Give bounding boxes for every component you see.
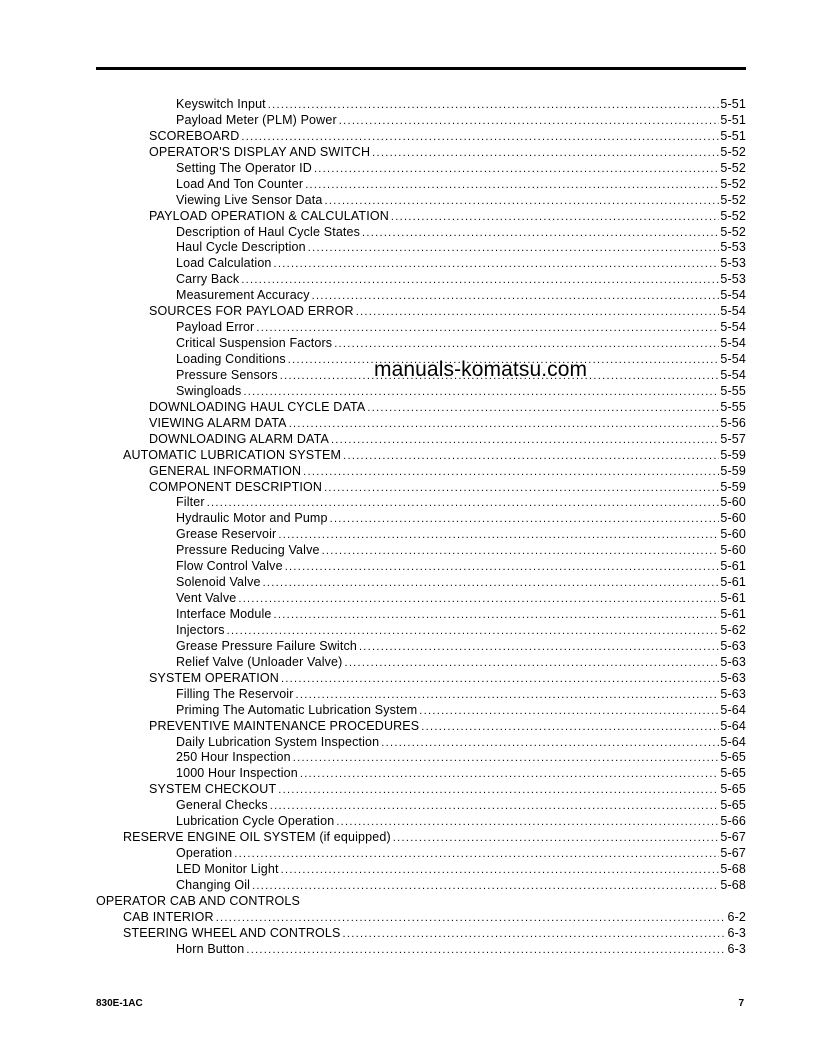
toc-entry-page: 5-52	[720, 144, 746, 159]
toc-entry	[96, 735, 746, 751]
toc-entry-title: RESERVE ENGINE OIL SYSTEM (if equipped)	[123, 830, 391, 845]
toc-dot-leader	[263, 576, 720, 592]
toc-entry	[96, 272, 746, 288]
toc-dot-leader	[246, 943, 726, 959]
toc-entry-title: VIEWING ALARM DATA	[149, 415, 287, 430]
toc-entry-page: 5-60	[720, 527, 746, 542]
toc-entry	[96, 942, 746, 958]
toc-dot-leader	[356, 305, 720, 321]
toc-entry-page: 5-63	[720, 686, 746, 701]
toc-entry	[96, 495, 746, 511]
toc-entry-title: Horn Button	[176, 941, 245, 956]
toc-entry	[96, 591, 746, 607]
toc-entry-title: Pressure Reducing Valve	[176, 543, 320, 558]
toc-entry-title: Grease Reservoir	[176, 527, 277, 542]
toc-entry-page: 5-63	[720, 654, 746, 669]
toc-entry	[96, 910, 746, 926]
toc-entry-title: Carry Back	[176, 272, 240, 287]
toc-entry-title: SCOREBOARD	[149, 128, 240, 143]
toc-entry	[96, 320, 746, 336]
toc-entry	[96, 559, 746, 575]
toc-dot-leader	[367, 401, 719, 417]
toc-entry-title: LED Monitor Light	[176, 862, 279, 876]
toc-entry	[96, 161, 746, 177]
toc-entry	[96, 432, 746, 448]
toc-entry-title: Load And Ton Counter	[176, 176, 304, 191]
toc-dot-leader	[421, 720, 719, 736]
toc-entry-title: Loading Conditions	[176, 352, 286, 366]
toc-entry	[96, 336, 746, 352]
toc-dot-leader	[312, 289, 720, 305]
toc-dot-leader	[391, 210, 719, 226]
toc-entry-title: Priming The Automatic Lubrication System	[176, 702, 418, 717]
toc-dot-leader	[305, 178, 719, 194]
toc-entry-page: 5-64	[720, 718, 746, 733]
toc-entry	[96, 288, 746, 304]
toc-entry	[96, 209, 746, 225]
toc-entry	[96, 511, 746, 527]
toc-entry-title: Viewing Live Sensor Data	[176, 192, 323, 207]
toc-dot-leader	[308, 241, 720, 257]
toc-entry	[96, 225, 746, 241]
toc-entry	[96, 894, 746, 910]
toc-entry-page: 5-52	[720, 192, 746, 207]
toc-entry	[96, 671, 746, 687]
toc-entry-page: 5-65	[720, 766, 746, 781]
toc-entry-title: AUTOMATIC LUBRICATION SYSTEM	[123, 447, 342, 462]
toc-dot-leader	[278, 783, 719, 799]
toc-entry-page: 5-56	[720, 415, 746, 430]
toc-entry-page: 5-63	[720, 670, 746, 685]
toc-dot-leader	[331, 433, 719, 449]
toc-entry-page: 5-54	[720, 304, 746, 319]
toc-entry-title: 250 Hour Inspection	[176, 750, 291, 765]
toc-entry	[96, 193, 746, 209]
toc-entry-title: General Checks	[176, 798, 268, 813]
toc-entry-page: 5-59	[720, 479, 746, 494]
toc-dot-leader	[336, 815, 719, 831]
toc-dot-leader	[343, 927, 727, 943]
toc-dot-leader	[362, 226, 719, 242]
toc-dot-leader	[241, 130, 719, 146]
toc-entry-page: 5-59	[720, 447, 746, 462]
toc-entry-title: Swingloads	[176, 383, 242, 398]
toc-entry-page: 5-54	[720, 352, 746, 366]
toc-entry-title: Relief Valve (Unloader Valve)	[176, 654, 343, 669]
toc-entry	[96, 97, 746, 113]
toc-dot-leader	[243, 385, 719, 401]
toc-dot-leader	[300, 767, 720, 783]
toc-entry-title: OPERATOR CAB AND CONTROLS	[96, 893, 301, 908]
toc-entry-title: COMPONENT DESCRIPTION	[149, 479, 323, 494]
toc-dot-leader	[343, 449, 719, 465]
toc-entry-page: 5-65	[720, 782, 746, 797]
toc-entry-page: 5-66	[720, 814, 746, 829]
toc-entry-page: 5-61	[720, 607, 746, 621]
toc-entry-page: 5-62	[720, 622, 746, 637]
toc-entry	[96, 830, 746, 846]
toc-entry	[96, 113, 746, 129]
toc-dot-leader	[324, 481, 719, 497]
toc-entry	[96, 129, 746, 145]
toc-entry-page: 5-65	[720, 798, 746, 813]
toc-entry	[96, 416, 746, 432]
footer-model: 830E-1AC	[96, 998, 143, 1009]
toc-entry-page: 5-52	[720, 208, 746, 223]
toc-entry-title: Hydraulic Motor and Pump	[176, 511, 328, 526]
toc-entry-page: 5-67	[720, 830, 746, 845]
toc-entry-title: Grease Pressure Failure Switch	[176, 638, 357, 653]
toc-dot-leader	[303, 465, 719, 481]
toc-entry-page: 5-54	[720, 288, 746, 303]
footer-page-number: 7	[738, 998, 744, 1009]
toc-entry	[96, 527, 746, 543]
toc-entry-title: 1000 Hour Inspection	[176, 766, 298, 781]
toc-entry-page: 5-53	[720, 256, 746, 271]
toc-entry-page: 5-51	[720, 112, 746, 127]
toc-entry-title: Critical Suspension Factors	[176, 336, 333, 351]
toc-dot-leader	[281, 672, 719, 688]
toc-entry	[96, 448, 746, 464]
toc-entry	[96, 543, 746, 559]
toc-entry-title: GENERAL INFORMATION	[149, 463, 302, 478]
toc-dot-leader	[278, 528, 719, 544]
toc-entry-page: 5-55	[720, 399, 746, 414]
toc-entry-page: 5-68	[720, 862, 746, 876]
toc-entry-page: 6-3	[727, 925, 746, 940]
toc-entry-title: Flow Control Valve	[176, 559, 283, 574]
toc-entry-page: 5-57	[720, 431, 746, 446]
toc-entry-page: 5-51	[720, 97, 746, 111]
toc-entry-title: Payload Error	[176, 320, 255, 335]
toc-entry	[96, 862, 746, 878]
toc-entry-page: 5-52	[720, 160, 746, 175]
toc-dot-leader	[285, 560, 720, 576]
toc-entry-title: SOURCES FOR PAYLOAD ERROR	[149, 304, 354, 319]
toc-entry-title: Measurement Accuracy	[176, 288, 310, 303]
toc-entry	[96, 782, 746, 798]
toc-entry	[96, 304, 746, 320]
toc-entry-page: 5-51	[720, 128, 746, 143]
toc-entry-page: 5-64	[720, 702, 746, 717]
toc-entry-page: 5-53	[720, 240, 746, 255]
toc-dot-leader	[252, 879, 719, 895]
toc-entry-title: OPERATOR'S DISPLAY AND SWITCH	[149, 144, 371, 159]
toc-entry-page: 5-65	[720, 750, 746, 765]
toc-dot-leader	[293, 751, 720, 767]
toc-entry-title: Payload Meter (PLM) Power	[176, 112, 337, 127]
toc-entry-page: 5-59	[720, 463, 746, 478]
toc-entry	[96, 464, 746, 480]
toc-entry-title: Description of Haul Cycle States	[176, 224, 361, 239]
toc-entry-title: PAYLOAD OPERATION & CALCULATION	[149, 208, 389, 223]
toc-entry-title: CAB INTERIOR	[123, 909, 214, 924]
toc-entry	[96, 719, 746, 735]
toc-dot-leader	[314, 162, 719, 178]
toc-dot-leader	[281, 863, 720, 879]
toc-dot-leader	[296, 688, 720, 704]
toc-entry	[96, 480, 746, 496]
toc-entry	[96, 639, 746, 655]
toc-entry-page: 5-60	[720, 511, 746, 526]
toc-entry-page: 5-55	[720, 383, 746, 398]
toc-entry-page: 5-67	[720, 846, 746, 861]
watermark-text: manuals-komatsu.com	[374, 358, 588, 381]
toc-entry-title: Filter	[176, 495, 205, 510]
toc-entry	[96, 814, 746, 830]
toc-entry-page: 5-64	[720, 734, 746, 749]
toc-dot-leader	[322, 544, 720, 560]
toc-entry-title: Filling The Reservoir	[176, 686, 294, 701]
toc-dot-leader	[274, 608, 720, 624]
toc-entry	[96, 750, 746, 766]
toc-entry-page: 6-3	[727, 941, 746, 956]
toc-entry-title: SYSTEM CHECKOUT	[149, 782, 277, 797]
toc-entry	[96, 240, 746, 256]
toc-entry-title: Daily Lubrication System Inspection	[176, 734, 380, 749]
toc-dot-leader	[238, 592, 719, 608]
toc-entry-title: Load Calculation	[176, 256, 272, 271]
toc-dot-leader	[344, 656, 719, 672]
toc-entry-title: DOWNLOADING HAUL CYCLE DATA	[149, 399, 366, 414]
toc-entry-page: 5-61	[720, 591, 746, 606]
toc-dot-leader	[334, 337, 719, 353]
toc-entry-page: 5-63	[720, 638, 746, 653]
toc-entry-page: 5-54	[720, 320, 746, 335]
toc-dot-leader	[216, 911, 727, 927]
header-rule	[96, 67, 746, 70]
toc-dot-leader	[289, 417, 720, 433]
toc-dot-leader	[393, 831, 720, 847]
toc-entry-page: 5-61	[720, 559, 746, 574]
toc-entry	[96, 878, 746, 894]
toc-entry	[96, 687, 746, 703]
toc-dot-leader	[381, 736, 719, 752]
toc-entry-title: STEERING WHEEL AND CONTROLS	[123, 925, 341, 940]
toc-entry-page: 5-52	[720, 176, 746, 191]
toc-entry	[96, 145, 746, 161]
toc-entry-title: Keyswitch Input	[176, 97, 266, 111]
toc-dot-leader	[372, 146, 719, 162]
toc-entry	[96, 703, 746, 719]
toc-dot-leader	[419, 704, 719, 720]
toc-entry-page: 5-54	[720, 336, 746, 351]
toc-dot-leader	[270, 799, 720, 815]
toc-dot-leader	[227, 624, 720, 640]
toc-entry-title: SYSTEM OPERATION	[149, 670, 279, 685]
toc-entry-page: 5-61	[720, 575, 746, 590]
toc-entry-title: Pressure Sensors	[176, 367, 278, 382]
toc-entry	[96, 766, 746, 782]
toc-dot-leader	[339, 114, 720, 130]
toc-entry	[96, 926, 746, 942]
toc-dot-leader	[241, 273, 719, 289]
toc-entry-title: Setting The Operator ID	[176, 160, 312, 175]
table-of-contents	[96, 97, 746, 958]
toc-dot-leader	[274, 257, 720, 273]
toc-entry	[96, 623, 746, 639]
toc-entry	[96, 846, 746, 862]
toc-entry-title: DOWNLOADING ALARM DATA	[149, 431, 329, 446]
toc-entry-title: Operation	[176, 846, 233, 861]
toc-entry	[96, 798, 746, 814]
toc-entry	[96, 655, 746, 671]
toc-entry	[96, 384, 746, 400]
toc-dot-leader	[359, 640, 719, 656]
toc-entry-page: 5-52	[720, 224, 746, 239]
toc-entry-page: 5-53	[720, 272, 746, 287]
toc-dot-leader	[234, 847, 719, 863]
toc-dot-leader	[325, 194, 720, 210]
toc-entry-page: 5-68	[720, 877, 746, 892]
toc-entry-page: 5-60	[720, 543, 746, 558]
toc-entry-title: Haul Cycle Description	[176, 240, 306, 255]
toc-entry-title: Lubrication Cycle Operation	[176, 814, 335, 829]
toc-entry-page: 5-54	[720, 367, 746, 382]
toc-entry-page: 5-60	[720, 495, 746, 510]
toc-entry	[96, 575, 746, 591]
toc-entry	[96, 607, 746, 623]
toc-entry-title: Changing Oil	[176, 877, 251, 892]
toc-entry-title: PREVENTIVE MAINTENANCE PROCEDURES	[149, 718, 420, 733]
toc-entry	[96, 256, 746, 272]
toc-entry-page: 6-2	[727, 909, 746, 924]
toc-dot-leader	[256, 321, 719, 337]
toc-entry-title: Injectors	[176, 622, 225, 637]
toc-entry	[96, 400, 746, 416]
toc-entry	[96, 177, 746, 193]
toc-dot-leader	[268, 98, 720, 114]
toc-entry-title: Vent Valve	[176, 591, 237, 606]
toc-dot-leader	[330, 512, 720, 528]
toc-dot-leader	[207, 496, 720, 512]
toc-entry-title: Interface Module	[176, 607, 272, 621]
toc-entry-title: Solenoid Valve	[176, 575, 261, 590]
